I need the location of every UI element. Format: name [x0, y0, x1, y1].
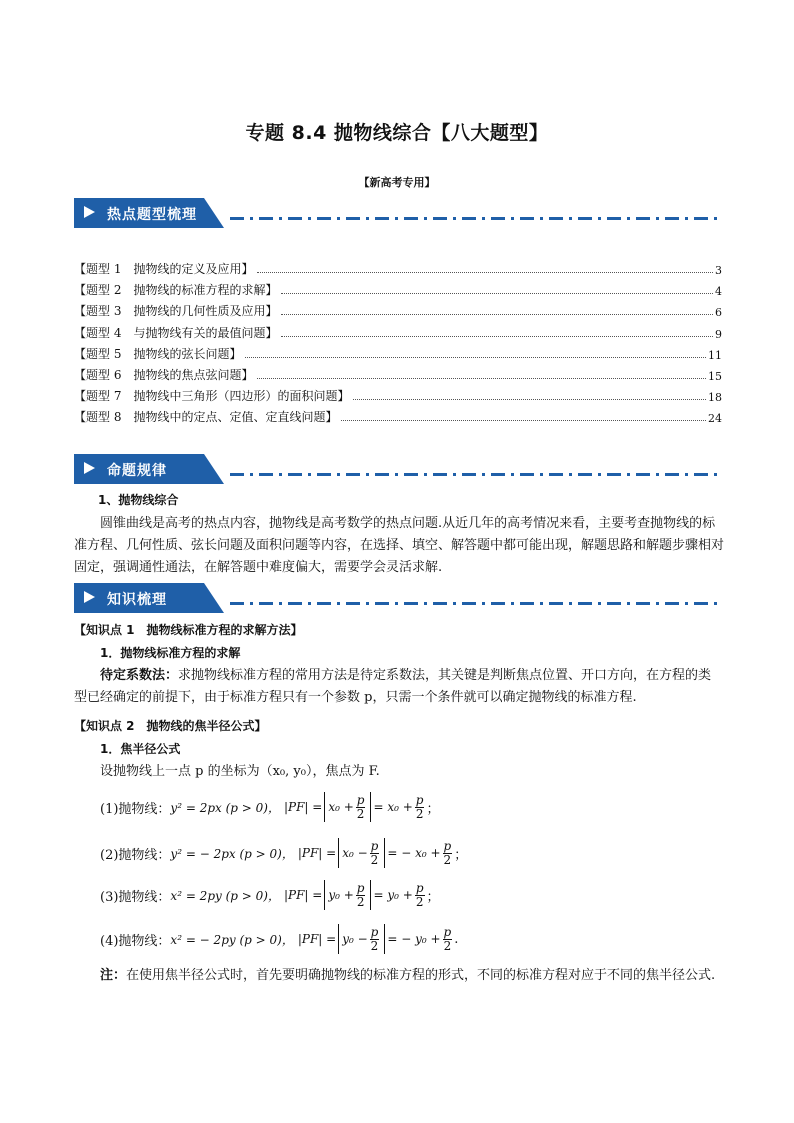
toc-page: 15 — [708, 370, 722, 383]
toc-page: 24 — [708, 412, 722, 425]
formula-var: x₀ + — [328, 800, 354, 814]
toc-leader — [281, 313, 713, 315]
formula-pf: |PF| = — [283, 888, 323, 902]
play-arrow-icon — [84, 591, 95, 603]
toc-leader — [245, 356, 706, 358]
toc-leader — [281, 335, 713, 337]
banner-rules — [74, 454, 720, 484]
fraction-den: 2 — [415, 894, 424, 909]
toc-label: 【题型 7 抛物线中三角形（四边形）的面积问题】 — [74, 389, 350, 403]
fraction-den: 2 — [370, 852, 379, 867]
formula-3 — [100, 880, 440, 910]
dash-dot-line — [230, 217, 720, 220]
toc-item-6[interactable] — [74, 365, 722, 383]
formula-result: = − y₀ + — [387, 932, 441, 946]
fraction — [443, 926, 453, 953]
formula-prefix: (4)抛物线： — [100, 933, 171, 949]
formula-result: = − x₀ + — [387, 846, 441, 860]
formula-prefix: (3)抛物线： — [100, 889, 171, 905]
rules-body: 圆锥曲线是高考的热点内容，抛物线是高考数学的热点问题.从近几年的高考情况来看，主要考查抛物线的标准方程、几何性质、弦长问题及面积问题等内容，在选择、填空、解答题中都可能出现，解题思路和解题步骤相对固定，强调通性通法，在解答题中难度偏大，需要学会灵活求解. — [74, 516, 725, 575]
fraction-num: p — [443, 838, 452, 853]
formula-end: ； — [426, 889, 440, 905]
fraction — [356, 882, 366, 909]
knowledge-point-2-title: 【知识点 2 抛物线的焦半径公式】 — [74, 719, 267, 733]
kp1-text: 求抛物线标准方程的常用方法是待定系数法，其关键是判断焦点位置、开口方向，在方程的类型已经确定的前提下，由于标准方程只有一个参数 p，只需一个条件就可以确定抛物线的标准方程. — [74, 668, 712, 705]
fraction — [370, 926, 380, 953]
toc-item-8[interactable] — [74, 407, 722, 425]
toc-page: 3 — [715, 264, 722, 277]
page-title: 专题 8.4 抛物线综合【八大题型】 — [245, 122, 549, 144]
toc-leader — [341, 419, 706, 421]
formula-4 — [100, 924, 458, 954]
fraction — [415, 794, 425, 821]
toc-item-7[interactable] — [74, 386, 722, 404]
formula-equation: x² = − 2py (p > 0)， — [170, 932, 294, 947]
toc-leader — [257, 271, 713, 273]
toc-label: 【题型 1 抛物线的定义及应用】 — [74, 262, 254, 276]
note-text: 在使用焦半径公式时，首先要明确抛物线的标准方程的形式，不同的标准方程对应于不同的焦半径公式. — [126, 968, 716, 983]
fraction-num: p — [415, 792, 424, 807]
toc-page: 18 — [708, 391, 722, 404]
fraction-den: 2 — [356, 806, 365, 821]
toc-label: 【题型 4 与抛物线有关的最值问题】 — [74, 326, 278, 340]
kp2-note — [74, 965, 724, 987]
fraction-den: 2 — [356, 894, 365, 909]
toc-leader — [281, 292, 713, 294]
toc-item-2[interactable] — [74, 280, 722, 298]
fraction-den: 2 — [443, 938, 452, 953]
fraction — [443, 840, 453, 867]
rules-heading: 1、抛物线综合 — [98, 493, 179, 507]
formula-result: = x₀ + — [373, 800, 413, 814]
kp1-heading: 1．抛物线标准方程的求解 — [100, 646, 241, 660]
dash-dot-line — [230, 473, 720, 476]
fraction-num: p — [415, 880, 424, 895]
play-arrow-icon — [84, 206, 95, 218]
kp2-heading: 1．焦半径公式 — [100, 742, 181, 756]
fraction-den: 2 — [443, 852, 452, 867]
kp2-intro: 设抛物线上一点 p 的坐标为（x₀, y₀），焦点为 F. — [100, 764, 380, 779]
absolute-value — [324, 880, 371, 910]
formula-result: = y₀ + — [373, 888, 413, 902]
toc-page: 11 — [708, 349, 722, 362]
fraction-num: p — [370, 924, 379, 939]
fraction-num: p — [370, 838, 379, 853]
fraction — [370, 840, 380, 867]
formula-end: ； — [426, 801, 440, 817]
fraction-num: p — [356, 880, 365, 895]
fraction — [356, 794, 366, 821]
toc-label: 【题型 3 抛物线的几何性质及应用】 — [74, 304, 278, 318]
formula-var: x₀ − — [342, 846, 368, 860]
formula-pf: |PF| = — [283, 800, 323, 814]
toc-label: 【题型 8 抛物线中的定点、定值、定直线问题】 — [74, 410, 338, 424]
formula-prefix: (1)抛物线： — [100, 801, 171, 817]
formula-equation: y² = 2px (p > 0)， — [170, 800, 280, 815]
fraction-num: p — [443, 924, 452, 939]
formula-pf: |PF| = — [297, 846, 337, 860]
fraction-den: 2 — [415, 806, 424, 821]
banner-label: 命题规律 — [107, 463, 167, 479]
page-subtitle: 【新高考专用】 — [358, 176, 436, 189]
banner-label: 知识梳理 — [107, 592, 167, 608]
formula-prefix: (2)抛物线： — [100, 847, 171, 863]
formula-end: ； — [454, 847, 468, 863]
formula-1 — [100, 792, 440, 822]
fraction-num: p — [356, 792, 365, 807]
toc-label: 【题型 5 抛物线的弦长问题】 — [74, 347, 242, 361]
toc-label: 【题型 2 抛物线的标准方程的求解】 — [74, 283, 278, 297]
toc-item-4[interactable] — [74, 323, 722, 341]
absolute-value — [338, 838, 385, 868]
kp1-lead: 待定系数法： — [100, 668, 179, 683]
toc-item-3[interactable] — [74, 301, 722, 319]
dash-dot-line — [230, 602, 720, 605]
formula-var: y₀ + — [328, 888, 354, 902]
toc-page: 9 — [715, 328, 722, 341]
formula-2 — [100, 838, 467, 868]
formula-equation: x² = 2py (p > 0)， — [170, 888, 280, 903]
fraction-den: 2 — [370, 938, 379, 953]
toc-label: 【题型 6 抛物线的焦点弦问题】 — [74, 368, 254, 382]
banner-label: 热点题型梳理 — [107, 207, 197, 223]
toc-leader — [353, 398, 706, 400]
absolute-value — [324, 792, 371, 822]
formula-end: . — [454, 931, 459, 947]
formula-pf: |PF| = — [297, 932, 337, 946]
knowledge-point-1-title: 【知识点 1 抛物线标准方程的求解方法】 — [74, 623, 303, 637]
play-arrow-icon — [84, 462, 95, 474]
absolute-value — [338, 924, 385, 954]
toc-leader — [257, 377, 706, 379]
banner-knowledge — [74, 583, 720, 613]
fraction — [415, 882, 425, 909]
toc-item-5[interactable] — [74, 344, 722, 362]
formula-var: y₀ − — [342, 932, 368, 946]
toc-item-1[interactable] — [74, 259, 722, 277]
kp1-body — [74, 665, 724, 709]
toc-page: 4 — [715, 285, 722, 298]
toc-page: 6 — [715, 306, 722, 319]
note-lead: 注： — [100, 968, 127, 983]
banner-hot-topics — [74, 198, 720, 228]
formula-equation: y² = − 2px (p > 0)， — [170, 846, 294, 861]
